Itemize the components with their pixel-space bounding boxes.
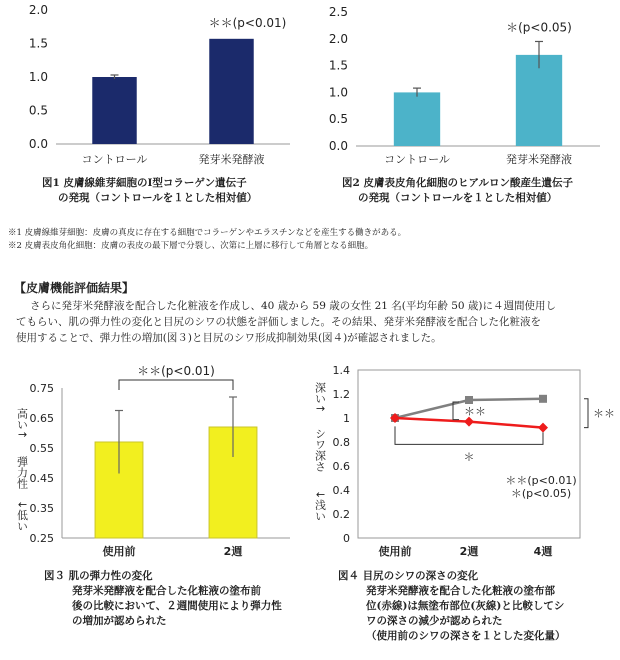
y-tick-label: 2.5 <box>328 5 348 19</box>
figure1-caption-line2: の発現（コントロールを１とした相対値） <box>58 192 258 204</box>
significance-label: ＊(p<0.05) <box>506 20 572 35</box>
x-category-label: 発芽米発酵液 <box>506 153 572 166</box>
significance-2w: ＊＊ <box>464 404 486 418</box>
x-category-label: 発芽米発酵液 <box>198 153 265 166</box>
section-paragraph-line2: てもらい、肌の弾力性の変化と目尻のシワの状態を評価しました。その結果、発芽米発酵液を配合した化粧液を <box>16 316 541 328</box>
y-label-middle: シワ深さ <box>313 428 327 472</box>
section-heading: 【皮膚機能評価結果】 <box>14 281 135 295</box>
footnote-2: ※2 皮膚表皮角化細胞：皮膚の表皮の最下層で分裂し、次第に上層に移行して角層となる細胞。 <box>8 241 374 251</box>
y-tick-label: 0.8 <box>332 436 350 449</box>
x-category-label: コントロール <box>81 153 148 166</box>
figure4-caption-title: 図４ 目尻のシワの深さの変化 <box>338 570 479 582</box>
y-tick-label: 0.0 <box>28 137 48 151</box>
y-tick-label: 0.45 <box>29 472 54 485</box>
y-tick-label: 0.0 <box>328 139 348 153</box>
section-paragraph-line1: さらに発芽米発酵液を配合した化粧液を作成し、40 歳から 59 歳の女性 21 名(平均年齢 50 歳)に４週間使用し <box>30 300 556 312</box>
x-category-label: 4週 <box>533 545 553 558</box>
figure4-caption <box>338 569 620 644</box>
y-label-top: 高い↑ <box>15 408 29 440</box>
y-tick-label: 0.25 <box>29 532 54 545</box>
significance-4w: ＊＊ <box>593 407 615 421</box>
bar-2 <box>209 39 253 144</box>
figure2-caption <box>342 176 612 206</box>
x-category-label: 2週 <box>223 545 243 558</box>
y-tick-label: 0.5 <box>328 112 348 127</box>
y-tick-label: 0.5 <box>28 103 48 118</box>
x-category-label: コントロール <box>384 153 450 166</box>
y-label-bottom: ↓低い <box>15 500 29 532</box>
y-tick-label: 1.0 <box>28 70 48 84</box>
y-tick-label: 1.5 <box>28 36 48 51</box>
significance-red: ＊ <box>463 450 475 464</box>
y-tick-label: 1.0 <box>328 85 348 100</box>
significance-label: ＊＊(p<0.01) <box>208 15 287 30</box>
figure3-caption <box>44 569 314 629</box>
x-category-label: 使用前 <box>102 545 136 558</box>
y-tick-label: 0.2 <box>332 508 350 521</box>
y-label-top: 深い↑ <box>313 382 327 414</box>
y-tick-label: 0.6 <box>332 460 350 473</box>
y-tick-label: 1.5 <box>328 58 348 73</box>
figure4-caption-line4: （使用前のシワの深さを１とした変化量） <box>366 630 566 642</box>
figure2-caption-line2: の発現（コントロールを１とした相対値） <box>358 192 558 204</box>
bracket-4w <box>584 399 588 428</box>
figure4-caption-line2: 位(赤線)は無塗布部位(灰線)と比較してシ <box>366 600 565 612</box>
hyaluronic-expression-chart <box>310 0 610 175</box>
significance-bracket <box>119 380 233 390</box>
figure3-caption-line1: 発芽米発酵液を配合した化粧液の塗布前 <box>72 585 261 597</box>
figure4-caption-line3: ワの深さの減少が認められた <box>366 615 503 627</box>
significance-legend-2: ＊(p<0.05) <box>510 487 572 500</box>
x-category-label: 2週 <box>459 545 479 558</box>
figure3-caption-title: 図３ 肌の弾力性の変化 <box>44 570 153 582</box>
collagen-expression-chart <box>0 0 300 175</box>
y-label-bottom: ↓浅い <box>313 490 327 522</box>
figure3-caption-line3: の増加が認められた <box>72 615 167 627</box>
bar-1 <box>92 77 136 144</box>
bar-2 <box>516 55 562 146</box>
figure3-caption-line2: 後の比較において、２週間使用により弾力性 <box>72 600 282 612</box>
footnote-1: ※1 皮膚線維芽細胞：皮膚の真皮に存在する細胞でコラーゲンやエラスチンなどを産生する働きがある。 <box>8 228 407 238</box>
figure4-caption-line1: 発芽米発酵液を配合した化粧液の塗布部 <box>366 585 555 597</box>
y-tick-label: 1.4 <box>332 364 350 377</box>
figure1-caption <box>42 176 302 206</box>
series-1-marker <box>539 395 547 403</box>
figure1-caption-line1: 図1 皮膚線維芽細胞のⅠ型コラーゲン遺伝子 <box>42 177 247 189</box>
x-category-label: 使用前 <box>378 545 412 558</box>
section-paragraph-line3: 使用することで、弾力性の増加(図３)と目尻のシワ形成抑制効果(図４)が確認されました。 <box>16 332 442 344</box>
y-tick-label: 0 <box>343 532 350 545</box>
footnotes <box>8 227 618 253</box>
y-tick-label: 0.65 <box>29 412 54 425</box>
y-label-middle: 弾力性 <box>15 456 29 489</box>
y-tick-label: 2.0 <box>28 3 48 17</box>
y-tick-label: 2.0 <box>328 31 348 46</box>
wrinkle-depth-chart <box>310 360 620 568</box>
y-tick-label: 0.75 <box>29 382 54 395</box>
y-tick-label: 1.2 <box>332 388 350 401</box>
y-tick-label: 0.55 <box>29 442 54 455</box>
elasticity-chart <box>0 360 305 568</box>
y-tick-label: 0.4 <box>332 484 350 497</box>
significance-label: ＊＊(p<0.01) <box>137 364 215 378</box>
figure2-caption-line1: 図2 皮膚表皮角化細胞のヒアルロン酸産生遺伝子 <box>342 177 574 189</box>
y-tick-label: 1 <box>343 412 350 425</box>
bar-1 <box>394 92 440 146</box>
y-tick-label: 0.35 <box>29 502 54 515</box>
series-1-marker <box>465 396 473 404</box>
significance-legend-1: ＊＊(p<0.01) <box>505 474 577 487</box>
